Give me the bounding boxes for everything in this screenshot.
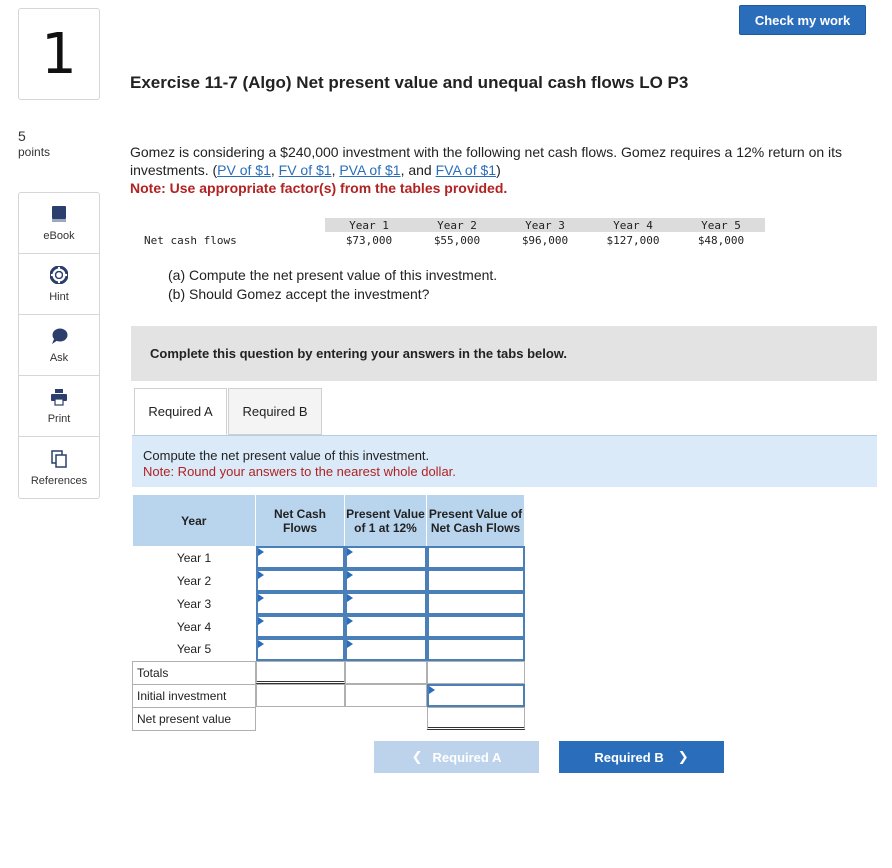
tab-required-a[interactable]: Required A xyxy=(134,388,227,435)
sidebar-item-hint[interactable] xyxy=(19,254,99,315)
chat-bubble-icon xyxy=(49,326,69,346)
sidebar-item-ask[interactable] xyxy=(19,315,99,376)
npv-work-table xyxy=(132,495,525,731)
flag-marker xyxy=(347,640,353,648)
flag-marker xyxy=(347,571,353,579)
link-pv-of-1[interactable]: PV of $1 xyxy=(217,162,271,178)
pv-net-input[interactable] xyxy=(427,592,525,615)
instruction-banner: Complete this question by entering your answers in the tabs below. xyxy=(131,326,877,381)
link-fv-of-1[interactable]: FV of $1 xyxy=(278,162,332,178)
sidebar-item-label: References xyxy=(30,474,88,487)
sidebar-item-label: Hint xyxy=(49,291,69,303)
prev-required-a-button[interactable] xyxy=(374,741,539,773)
exercise-title: Exercise 11-7 (Algo) Net present value and unequal cash flows LO P3 xyxy=(130,73,689,92)
totals-net-cash-flow-input[interactable] xyxy=(256,661,345,684)
cf-year-header: Year 2 xyxy=(413,218,501,232)
points-value: 5 xyxy=(18,128,26,144)
link-fva-of-1[interactable]: FVA of $1 xyxy=(435,162,497,178)
flag-marker xyxy=(347,617,353,625)
pv-net-input[interactable] xyxy=(427,638,525,661)
flag-marker xyxy=(429,686,435,694)
sidebar-item-print[interactable] xyxy=(19,376,99,437)
documents-icon xyxy=(49,449,69,469)
cf-value: $127,000 xyxy=(606,233,660,247)
header-net-cash-flows: Net Cash Flows xyxy=(256,495,345,546)
row-label: Year 1 xyxy=(176,550,212,565)
cf-row-label: Net cash flows xyxy=(130,232,325,248)
sidebar-item-ebook[interactable] xyxy=(19,193,99,254)
header-pv-factor: Present Value of 1 at 12% xyxy=(345,495,427,546)
header-year: Year xyxy=(133,495,256,546)
net-cash-flow-input[interactable] xyxy=(256,615,345,638)
flag-marker xyxy=(258,617,264,625)
next-label: Required B xyxy=(594,749,664,765)
flag-marker xyxy=(258,571,264,579)
cf-value: $73,000 xyxy=(345,233,393,247)
cf-value: $55,000 xyxy=(433,233,481,247)
net-cash-flow-input[interactable] xyxy=(256,546,345,569)
pv-net-input[interactable] xyxy=(427,546,525,569)
pv-factor-input[interactable] xyxy=(345,569,427,592)
net-cash-flow-input[interactable] xyxy=(256,638,345,661)
chevron-right-icon: ❯ xyxy=(677,749,689,764)
prev-label: Required A xyxy=(432,749,502,765)
book-icon xyxy=(49,204,69,224)
pv-factor-input[interactable] xyxy=(345,638,427,661)
pv-net-input[interactable] xyxy=(427,569,525,592)
next-required-b-button[interactable] xyxy=(559,741,724,773)
cf-year-header: Year 3 xyxy=(501,218,589,232)
instruction-text: Compute the net present value of this investment. xyxy=(143,448,430,463)
part-a: (a) Compute the net present value of this investment. xyxy=(168,267,498,283)
cf-value: $96,000 xyxy=(521,233,569,247)
flag-marker xyxy=(347,594,353,602)
sidebar xyxy=(18,192,100,499)
flag-marker xyxy=(258,594,264,602)
tab-instructions xyxy=(132,435,877,487)
initial-investment-input[interactable] xyxy=(427,684,525,707)
prompt-text: Gomez is considering a $240,000 investment with the following net cash flows. Gomez requires a 12% return on its investments. xyxy=(130,144,843,178)
printer-icon xyxy=(49,387,69,407)
cf-year-header: Year 1 xyxy=(325,218,413,232)
npv-input[interactable] xyxy=(427,707,525,730)
link-pva-of-1[interactable]: PVA of $1 xyxy=(339,162,401,178)
question-prompt: Gomez is considering a $240,000 investment with the following net cash flows. Gomez requires a 12% return on its investments. (PV of $1, FV of $1, PVA of $1, and FVA of $1) Note: Use appropriate factor(s) from the tables provided. xyxy=(130,143,850,197)
lifebuoy-icon xyxy=(49,265,69,285)
question-parts xyxy=(168,266,497,304)
cash-flow-table xyxy=(130,218,765,248)
pv-factor-input[interactable] xyxy=(345,546,427,569)
totals-pv-input[interactable] xyxy=(427,661,525,684)
npv-label: Net present value xyxy=(133,707,256,730)
net-cash-flow-input[interactable] xyxy=(256,569,345,592)
points-indicator xyxy=(18,128,50,160)
row-label: Year 5 xyxy=(176,642,212,657)
net-cash-flow-input[interactable] xyxy=(256,592,345,615)
pv-factor-input[interactable] xyxy=(345,592,427,615)
prompt-note: Note: Use appropriate factor(s) from the tables provided. xyxy=(130,180,508,196)
row-label: Year 2 xyxy=(176,573,212,588)
flag-marker xyxy=(258,640,264,648)
points-label: points xyxy=(18,145,51,159)
initial-investment-label: Initial investment xyxy=(133,684,256,707)
row-label: Year 3 xyxy=(176,596,212,611)
sidebar-item-label: Ask xyxy=(49,352,69,364)
cf-year-header: Year 4 xyxy=(589,218,677,232)
tab-required-b[interactable]: Required B xyxy=(228,388,322,435)
sidebar-item-label: eBook xyxy=(43,230,75,242)
pv-net-input[interactable] xyxy=(427,615,525,638)
chevron-left-icon: ❮ xyxy=(411,749,423,764)
flag-marker xyxy=(258,548,264,556)
sidebar-item-label: Print xyxy=(47,413,71,425)
totals-label: Totals xyxy=(133,661,256,684)
flag-marker xyxy=(347,548,353,556)
instruction-note: Note: Round your answers to the nearest whole dollar. xyxy=(143,464,456,479)
cf-year-header: Year 5 xyxy=(677,218,765,232)
row-label: Year 4 xyxy=(176,619,212,634)
question-number: 1 xyxy=(18,8,100,100)
header-pv-net-cash-flows: Present Value of Net Cash Flows xyxy=(427,495,525,546)
pv-factor-input[interactable] xyxy=(345,615,427,638)
sidebar-item-references[interactable] xyxy=(19,437,99,498)
check-my-work-button[interactable]: Check my work xyxy=(739,5,866,35)
part-b: (b) Should Gomez accept the investment? xyxy=(168,286,430,302)
cf-value: $48,000 xyxy=(697,233,745,247)
